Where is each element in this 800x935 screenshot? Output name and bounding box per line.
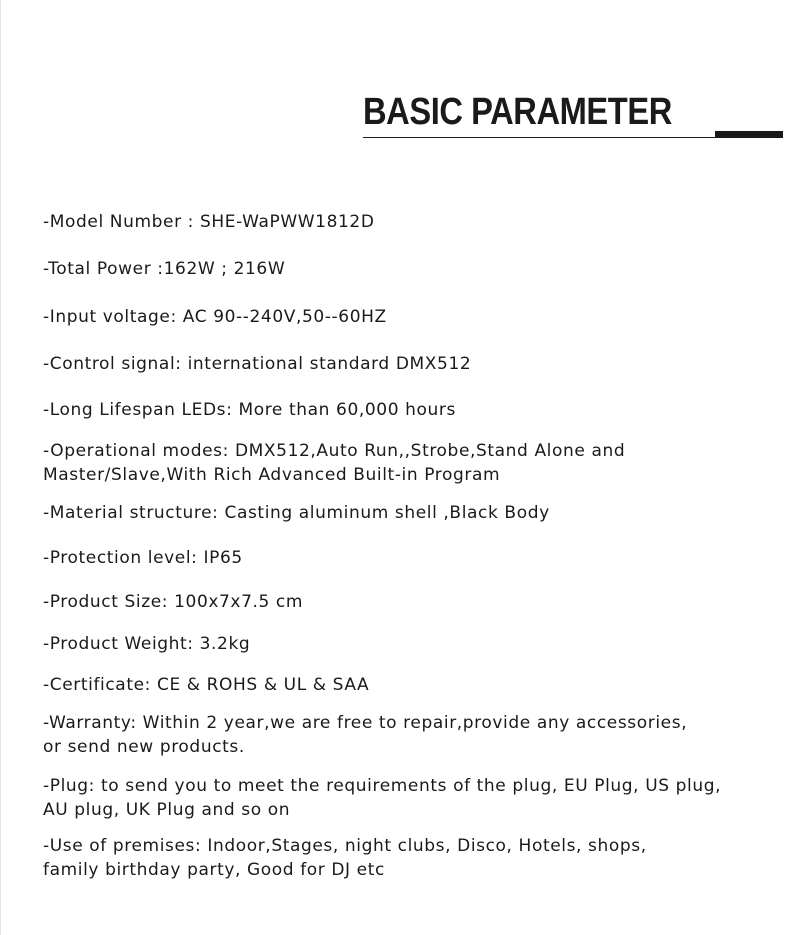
param-warranty: -Warranty: Within 2 year,we are free to repair,provide any accessories, or send new products. — [43, 713, 688, 757]
param-use-of-premises: -Use of premises: Indoor,Stages, night clubs, Disco, Hotels, shops, family birthday party, Good for DJ etc — [43, 836, 647, 880]
param-material-structure: -Material structure: Casting aluminum shell ,Black Body — [43, 503, 550, 523]
param-led-lifespan: -Long Lifespan LEDs: More than 60,000 hours — [43, 400, 456, 420]
param-input-voltage: -Input voltage: AC 90--240V,50--60HZ — [43, 307, 387, 327]
param-protection-level: -Protection level: IP65 — [43, 548, 243, 568]
param-operational-modes: -Operational modes: DMX512,Auto Run,,Strobe,Stand Alone and Master/Slave,With Rich Advanced Built-in Program — [43, 441, 626, 485]
param-model-number: -Model Number : SHE-WaPWW1812D — [43, 212, 375, 232]
param-plug: -Plug: to send you to meet the requirements of the plug, EU Plug, US plug, AU plug, UK Plug and so on — [43, 776, 722, 820]
section-header — [363, 84, 783, 144]
title-accent-bar — [715, 131, 783, 138]
param-product-size: -Product Size: 100x7x7.5 cm — [43, 592, 304, 612]
title-underline — [363, 137, 715, 138]
param-product-weight: -Product Weight: 3.2kg — [43, 634, 251, 654]
param-total-power: -Total Power :162W ; 216W — [43, 259, 286, 279]
param-control-signal: -Control signal: international standard DMX512 — [43, 354, 472, 374]
section-title: BASIC PARAMETER — [363, 91, 672, 133]
page-left-border — [0, 0, 1, 935]
param-certificate: -Certificate: CE & ROHS & UL & SAA — [43, 675, 370, 695]
